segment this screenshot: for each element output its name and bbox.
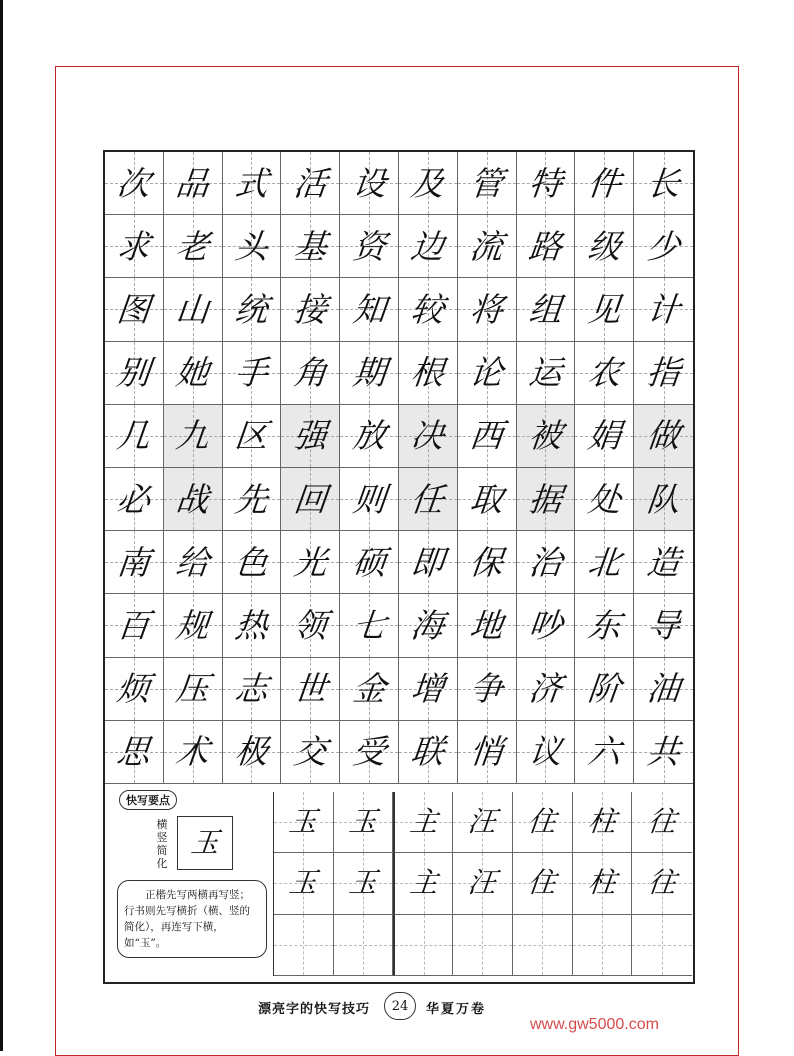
grid-cell <box>575 405 634 468</box>
grid-cell <box>458 405 517 468</box>
grid-character: 强 <box>291 416 329 456</box>
grid-cell <box>105 278 164 341</box>
practice-cell <box>274 853 334 914</box>
grid-cell <box>340 278 399 341</box>
grid-character: 处 <box>585 479 623 519</box>
grid-cell <box>340 531 399 594</box>
demo-character-box <box>177 816 233 870</box>
grid-character: 件 <box>585 163 623 203</box>
grid-character: 回 <box>291 479 329 519</box>
grid-cell <box>458 531 517 594</box>
grid-character: 任 <box>409 479 447 519</box>
grid-cell <box>281 594 340 657</box>
grid-character: 保 <box>468 542 506 582</box>
grid-cell <box>223 215 282 278</box>
grid-cell <box>517 531 576 594</box>
grid-character: 阶 <box>585 669 623 709</box>
grid-character: 老 <box>174 226 212 266</box>
grid-character: 术 <box>174 732 212 772</box>
grid-character: 较 <box>409 289 447 329</box>
grid-character: 边 <box>409 226 447 266</box>
grid-character: 东 <box>585 605 623 645</box>
practice-cell <box>334 915 394 976</box>
grid-character: 极 <box>232 732 271 772</box>
grid-character: 先 <box>232 479 271 519</box>
grid-character: 及 <box>409 163 447 203</box>
grid-cell <box>458 721 517 784</box>
grid-character: 头 <box>232 226 271 266</box>
grid-cell <box>399 721 458 784</box>
practice-character: 玉 <box>287 805 320 839</box>
grid-cell <box>164 468 223 531</box>
tip-subtitle: 横竖简化 <box>156 818 168 870</box>
grid-character: 世 <box>291 669 329 709</box>
grid-character: 吵 <box>526 605 565 645</box>
grid-character: 志 <box>232 669 271 709</box>
grid-cell <box>164 531 223 594</box>
grid-cell <box>223 721 282 784</box>
grid-cell <box>281 658 340 721</box>
grid-cell <box>340 658 399 721</box>
practice-cell <box>573 915 633 976</box>
grid-character: 议 <box>526 732 565 772</box>
grid-character: 光 <box>291 542 329 582</box>
grid-cell <box>575 531 634 594</box>
grid-cell <box>105 594 164 657</box>
grid-character: 别 <box>115 353 153 393</box>
grid-character: 济 <box>526 669 565 709</box>
practice-cell <box>274 915 334 976</box>
grid-cell <box>399 152 458 215</box>
grid-cell <box>105 342 164 405</box>
grid-cell <box>517 215 576 278</box>
grid-character: 设 <box>350 163 388 203</box>
grid-character: 管 <box>468 163 506 203</box>
grid-character: 油 <box>645 669 683 709</box>
grid-cell <box>164 658 223 721</box>
grid-character: 则 <box>350 479 388 519</box>
practice-cell <box>274 792 334 853</box>
grid-cell <box>399 215 458 278</box>
grid-cell <box>634 721 693 784</box>
grid-character: 南 <box>115 542 153 582</box>
grid-character: 造 <box>645 542 683 582</box>
grid-cell <box>399 531 458 594</box>
page-footer <box>0 992 794 1022</box>
grid-character: 联 <box>409 732 447 772</box>
practice-character: 主 <box>408 805 440 839</box>
tip-label: 快写要点 <box>119 790 177 810</box>
grid-character: 式 <box>232 163 271 203</box>
practice-cell <box>632 792 692 853</box>
grid-character: 取 <box>468 479 506 519</box>
practice-character: 汪 <box>466 805 499 839</box>
grid-character: 烦 <box>115 669 153 709</box>
grid-character: 六 <box>585 732 623 772</box>
grid-character: 即 <box>409 542 447 582</box>
practice-cell <box>393 853 453 914</box>
grid-cell <box>517 278 576 341</box>
grid-cell <box>575 278 634 341</box>
grid-character: 长 <box>645 163 683 203</box>
tip-text: 正楷先写两横再写竖；行书则先写横折（横、竖的简化），再连写下横，如“玉”。 <box>117 880 267 958</box>
grid-cell <box>634 215 693 278</box>
grid-cell <box>575 152 634 215</box>
grid-character: 争 <box>468 669 506 709</box>
grid-character: 治 <box>526 542 565 582</box>
grid-character: 领 <box>291 605 329 645</box>
grid-character: 将 <box>468 289 506 329</box>
grid-character: 做 <box>645 416 683 456</box>
grid-cell <box>223 342 282 405</box>
grid-character: 流 <box>468 226 506 266</box>
grid-character: 图 <box>115 289 153 329</box>
practice-cell <box>513 792 573 853</box>
grid-cell <box>164 215 223 278</box>
grid-character: 级 <box>585 226 623 266</box>
grid-character: 九 <box>174 416 212 456</box>
grid-character: 被 <box>526 416 565 456</box>
grid-cell <box>105 152 164 215</box>
grid-character: 战 <box>174 479 212 519</box>
grid-cell <box>340 342 399 405</box>
grid-cell <box>340 594 399 657</box>
grid-character: 资 <box>350 226 388 266</box>
practice-cell <box>632 915 692 976</box>
grid-cell <box>223 152 282 215</box>
grid-cell <box>223 278 282 341</box>
grid-cell <box>575 468 634 531</box>
grid-cell <box>517 152 576 215</box>
grid-cell <box>340 721 399 784</box>
grid-character: 海 <box>409 605 447 645</box>
practice-character: 玉 <box>347 866 379 900</box>
grid-cell <box>575 342 634 405</box>
practice-character: 柱 <box>586 805 618 839</box>
grid-cell <box>517 658 576 721</box>
grid-cell <box>458 594 517 657</box>
grid-character: 基 <box>291 226 329 266</box>
grid-cell <box>281 721 340 784</box>
practice-character: 住 <box>526 866 558 900</box>
practice-cell <box>393 792 453 853</box>
grid-cell <box>517 468 576 531</box>
practice-character: 汪 <box>466 866 499 900</box>
grid-cell <box>281 152 340 215</box>
grid-character: 交 <box>291 732 329 772</box>
practice-cell <box>393 915 453 976</box>
grid-cell <box>399 658 458 721</box>
grid-character: 统 <box>232 289 271 329</box>
left-edge-bar <box>0 0 3 1051</box>
practice-cell <box>513 915 573 976</box>
grid-character: 百 <box>115 605 153 645</box>
grid-character: 根 <box>409 353 447 393</box>
practice-character: 玉 <box>287 866 320 900</box>
grid-cell <box>281 468 340 531</box>
practice-character: 柱 <box>586 866 618 900</box>
practice-cell <box>632 853 692 914</box>
grid-cell <box>164 152 223 215</box>
grid-cell <box>340 152 399 215</box>
grid-cell <box>634 405 693 468</box>
grid-character: 山 <box>174 289 212 329</box>
grid-cell <box>575 721 634 784</box>
grid-character: 计 <box>645 289 683 329</box>
watermark: www.gw5000.com <box>530 1016 659 1033</box>
grid-character: 区 <box>232 416 271 456</box>
grid-character: 见 <box>585 289 623 329</box>
grid-character: 必 <box>115 479 153 519</box>
grid-cell <box>399 342 458 405</box>
character-grid <box>105 152 693 784</box>
grid-character: 硕 <box>350 542 388 582</box>
grid-character: 色 <box>232 542 271 582</box>
grid-cell <box>458 658 517 721</box>
grid-cell <box>575 594 634 657</box>
practice-cell <box>334 792 394 853</box>
practice-character: 往 <box>646 866 678 900</box>
grid-cell <box>458 278 517 341</box>
grid-character: 西 <box>468 416 506 456</box>
publisher-name: 华夏万卷 <box>426 1002 487 1017</box>
grid-cell <box>281 278 340 341</box>
grid-cell <box>105 531 164 594</box>
grid-cell <box>340 405 399 468</box>
grid-character: 队 <box>645 479 683 519</box>
grid-cell <box>634 152 693 215</box>
grid-character: 指 <box>645 353 683 393</box>
grid-cell <box>281 215 340 278</box>
grid-cell <box>105 215 164 278</box>
grid-character: 决 <box>409 416 447 456</box>
grid-cell <box>517 342 576 405</box>
grid-cell <box>634 342 693 405</box>
practice-character: 主 <box>408 866 440 900</box>
grid-character: 角 <box>291 353 329 393</box>
grid-cell <box>517 721 576 784</box>
grid-character: 品 <box>174 163 212 203</box>
practice-cell <box>453 853 513 914</box>
grid-character: 路 <box>526 226 565 266</box>
grid-cell <box>223 658 282 721</box>
demo-character: 玉 <box>189 826 221 859</box>
grid-character: 娟 <box>585 416 623 456</box>
grid-character: 知 <box>350 289 388 329</box>
grid-character: 七 <box>350 605 388 645</box>
grid-cell <box>164 342 223 405</box>
grid-character: 求 <box>115 226 153 266</box>
grid-cell <box>399 278 458 341</box>
grid-character: 北 <box>585 542 623 582</box>
practice-cell <box>453 915 513 976</box>
grid-character: 活 <box>291 163 329 203</box>
grid-character: 期 <box>350 353 388 393</box>
tip-section <box>105 784 693 982</box>
copybook-sheet <box>103 150 695 984</box>
book-title: 漂亮字的快写技巧 <box>258 1002 371 1017</box>
grid-cell <box>399 468 458 531</box>
practice-cell <box>513 853 573 914</box>
grid-character: 导 <box>645 605 683 645</box>
grid-cell <box>223 594 282 657</box>
grid-cell <box>281 405 340 468</box>
grid-character: 据 <box>526 479 565 519</box>
grid-cell <box>164 594 223 657</box>
grid-character: 压 <box>174 669 212 709</box>
grid-character: 放 <box>350 416 388 456</box>
grid-cell <box>164 721 223 784</box>
grid-cell <box>281 342 340 405</box>
grid-cell <box>223 405 282 468</box>
grid-character: 给 <box>174 542 212 582</box>
grid-cell <box>340 215 399 278</box>
practice-character: 往 <box>646 805 678 839</box>
grid-character: 组 <box>526 289 565 329</box>
grid-character: 接 <box>291 289 329 329</box>
grid-cell <box>223 531 282 594</box>
grid-character: 共 <box>645 732 683 772</box>
grid-cell <box>281 531 340 594</box>
grid-cell <box>399 405 458 468</box>
grid-character: 几 <box>115 416 153 456</box>
practice-cell <box>453 792 513 853</box>
grid-cell <box>575 215 634 278</box>
grid-character: 悄 <box>468 732 506 772</box>
grid-character: 手 <box>232 353 271 393</box>
grid-cell <box>223 468 282 531</box>
grid-character: 受 <box>350 732 388 772</box>
grid-cell <box>458 342 517 405</box>
grid-cell <box>634 594 693 657</box>
practice-cell <box>573 853 633 914</box>
grid-cell <box>634 531 693 594</box>
grid-character: 少 <box>645 226 683 266</box>
practice-character: 住 <box>526 805 558 839</box>
grid-cell <box>164 278 223 341</box>
grid-character: 她 <box>174 353 212 393</box>
grid-cell <box>399 594 458 657</box>
grid-character: 金 <box>350 669 388 709</box>
practice-character: 玉 <box>347 805 379 839</box>
page-number: 24 <box>384 992 416 1020</box>
grid-character: 特 <box>526 163 565 203</box>
grid-character: 次 <box>115 163 153 203</box>
grid-character: 运 <box>526 353 565 393</box>
grid-cell <box>164 405 223 468</box>
grid-cell <box>105 658 164 721</box>
grid-cell <box>634 468 693 531</box>
grid-cell <box>105 721 164 784</box>
grid-character: 论 <box>468 353 506 393</box>
grid-cell <box>517 405 576 468</box>
grid-character: 热 <box>232 605 271 645</box>
grid-cell <box>458 468 517 531</box>
grid-cell <box>105 468 164 531</box>
grid-cell <box>340 468 399 531</box>
grid-character: 农 <box>585 353 623 393</box>
grid-character: 思 <box>115 732 153 772</box>
grid-character: 增 <box>409 669 447 709</box>
grid-cell <box>458 215 517 278</box>
grid-character: 地 <box>468 605 506 645</box>
grid-cell <box>575 658 634 721</box>
grid-cell <box>634 658 693 721</box>
practice-cell <box>334 853 394 914</box>
grid-cell <box>458 152 517 215</box>
grid-cell <box>105 405 164 468</box>
grid-character: 规 <box>174 605 212 645</box>
practice-grid <box>273 792 692 976</box>
grid-cell <box>634 278 693 341</box>
practice-cell <box>573 792 633 853</box>
grid-cell <box>517 594 576 657</box>
